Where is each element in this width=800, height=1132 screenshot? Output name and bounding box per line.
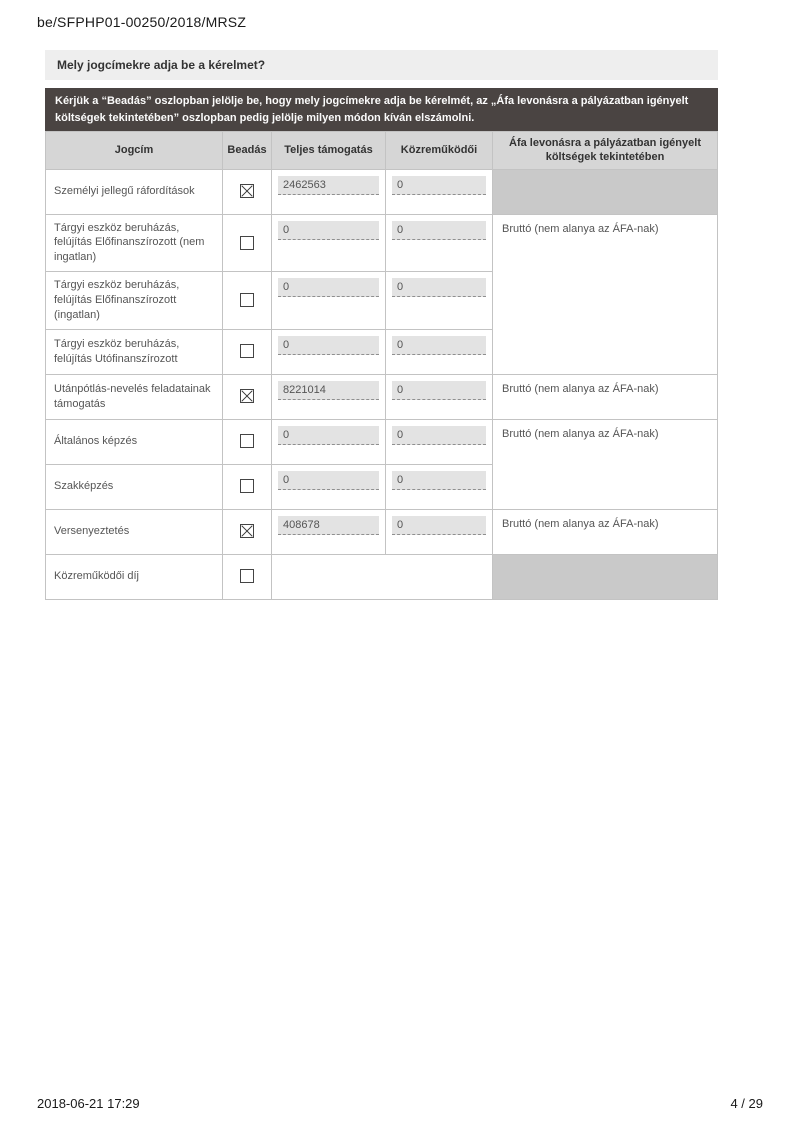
teljes-tamogatas-input[interactable] (278, 336, 379, 355)
beadas-cell (223, 374, 272, 419)
header-afa-levonas: Áfa levonásra a pályázatban igényelt költségek tekintetében (493, 132, 718, 170)
kozremukodoi-input[interactable] (392, 176, 486, 195)
afa-cell-disabled (493, 169, 718, 214)
teljes-tamogatas-input[interactable] (278, 471, 379, 490)
teljes-tamogatas-cell (272, 169, 386, 214)
teljes-tamogatas-input[interactable] (278, 426, 379, 445)
form-section (45, 50, 718, 600)
teljes-tamogatas-cell (272, 272, 386, 330)
beadas-cell (223, 509, 272, 554)
beadas-cell (223, 464, 272, 509)
teljes-tamogatas-cell (272, 419, 386, 464)
teljes-tamogatas-input[interactable] (278, 278, 379, 297)
kozremukodoi-input[interactable] (392, 336, 486, 355)
kozremukodoi-cell (386, 509, 493, 554)
kozremukodoi-input[interactable] (392, 471, 486, 490)
beadas-cell (223, 272, 272, 330)
beadas-checkbox[interactable] (240, 479, 254, 493)
beadas-cell (223, 554, 272, 599)
afa-mode-cell: Bruttó (nem alanya az ÁFA-nak) (493, 214, 718, 374)
teljes-tamogatas-input[interactable] (278, 516, 379, 535)
page-footer (37, 1096, 763, 1111)
beadas-checkbox[interactable] (240, 524, 254, 538)
kozremukodoi-input[interactable] (392, 278, 486, 297)
kozremukodoi-input[interactable] (392, 221, 486, 240)
kozremukodoi-input[interactable] (392, 381, 486, 400)
kozremukodoi-input[interactable] (392, 516, 486, 535)
jogcim-label: Közreműködői díj (46, 554, 223, 599)
empty-amount-cell (272, 554, 493, 599)
jogcim-label: Utánpótlás-nevelés feladatainak támogatás (46, 374, 223, 419)
table-row (46, 509, 718, 554)
instruction-banner: Kérjük a “Beadás” oszlopban jelölje be, hogy mely jogcímekre adja be kérelmét, az „Áfa levonásra a pályázatban igényelt költségek tekintetében” oszlopban pedig jelölje milyen módon kíván elszámolni. (45, 88, 718, 131)
teljes-tamogatas-cell (272, 329, 386, 374)
kozremukodoi-input[interactable] (392, 426, 486, 445)
table-row (46, 554, 718, 599)
teljes-tamogatas-cell (272, 464, 386, 509)
footer-page-indicator: 4 / 29 (730, 1096, 763, 1111)
jogcim-label: Tárgyi eszköz beruházás, felújítás Utófinanszírozott (46, 329, 223, 374)
teljes-tamogatas-cell (272, 214, 386, 272)
kozremukodoi-cell (386, 374, 493, 419)
beadas-cell (223, 419, 272, 464)
document-number: be/SFPHP01-00250/2018/MRSZ (37, 14, 247, 30)
table-header-row (46, 132, 718, 170)
jogcim-label: Általános képzés (46, 419, 223, 464)
teljes-tamogatas-cell (272, 374, 386, 419)
jogcim-label: Tárgyi eszköz beruházás, felújítás Előfinanszírozott (ingatlan) (46, 272, 223, 330)
kozremukodoi-cell (386, 272, 493, 330)
teljes-tamogatas-cell (272, 509, 386, 554)
table-row (46, 374, 718, 419)
afa-mode-cell: Bruttó (nem alanya az ÁFA-nak) (493, 374, 718, 419)
kozremukodoi-cell (386, 169, 493, 214)
header-kozremukodoi: Közreműködői (386, 132, 493, 170)
kozremukodoi-cell (386, 329, 493, 374)
table-row (46, 214, 718, 272)
beadas-cell (223, 169, 272, 214)
teljes-tamogatas-input[interactable] (278, 221, 379, 240)
jogcim-label: Versenyeztetés (46, 509, 223, 554)
footer-datetime: 2018-06-21 17:29 (37, 1096, 140, 1111)
jogcim-label: Szakképzés (46, 464, 223, 509)
kozremukodoi-cell (386, 464, 493, 509)
beadas-checkbox[interactable] (240, 293, 254, 307)
teljes-tamogatas-input[interactable] (278, 176, 379, 195)
header-teljes-tamogatas: Teljes támogatás (272, 132, 386, 170)
section-title: Mely jogcímekre adja be a kérelmet? (45, 50, 718, 80)
jogcim-label: Személyi jellegű ráfordítások (46, 169, 223, 214)
kozremukodoi-cell (386, 419, 493, 464)
table-row (46, 419, 718, 464)
beadas-checkbox[interactable] (240, 344, 254, 358)
afa-cell-disabled (493, 554, 718, 599)
beadas-checkbox[interactable] (240, 184, 254, 198)
beadas-cell (223, 214, 272, 272)
afa-mode-cell: Bruttó (nem alanya az ÁFA-nak) (493, 419, 718, 509)
beadas-checkbox[interactable] (240, 434, 254, 448)
header-jogcim: Jogcím (46, 132, 223, 170)
header-beadas: Beadás (223, 132, 272, 170)
beadas-cell (223, 329, 272, 374)
beadas-checkbox[interactable] (240, 389, 254, 403)
table-row (46, 169, 718, 214)
grants-table (45, 131, 718, 600)
jogcim-label: Tárgyi eszköz beruházás, felújítás Előfinanszírozott (nem ingatlan) (46, 214, 223, 272)
kozremukodoi-cell (386, 214, 493, 272)
afa-mode-cell: Bruttó (nem alanya az ÁFA-nak) (493, 509, 718, 554)
beadas-checkbox[interactable] (240, 569, 254, 583)
beadas-checkbox[interactable] (240, 236, 254, 250)
teljes-tamogatas-input[interactable] (278, 381, 379, 400)
